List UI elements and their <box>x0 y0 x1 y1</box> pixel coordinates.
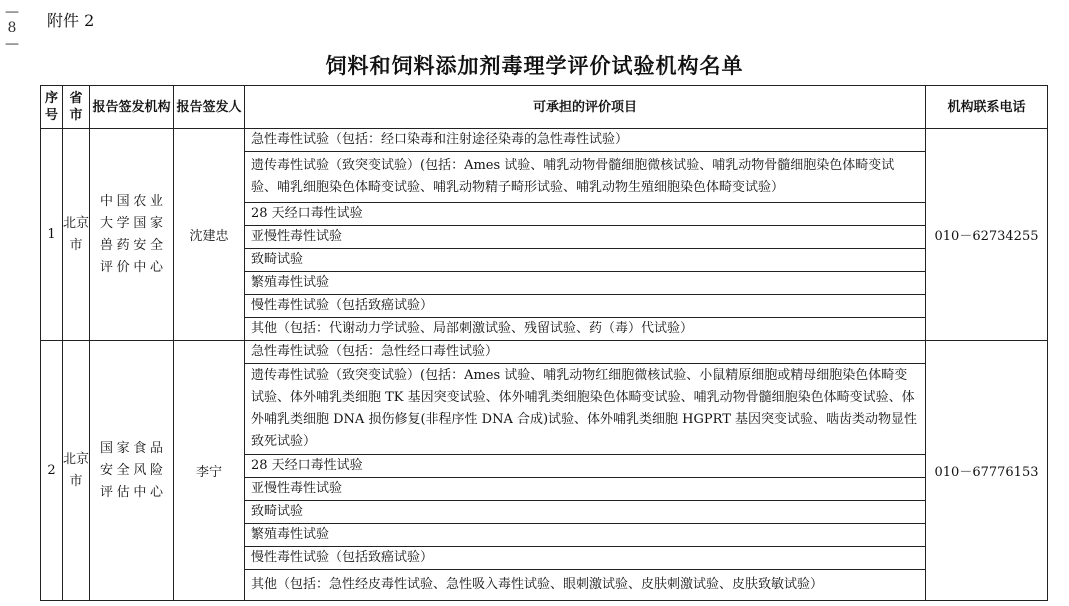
row-seq: 2 <box>41 341 63 601</box>
row-seq: 1 <box>41 129 63 341</box>
header-items: 可承担的评价项目 <box>245 86 926 129</box>
evaluation-item: 致畸试验 <box>245 501 926 524</box>
evaluation-item: 其他（包括：代谢动力学试验、局部刺激试验、残留试验、药（毒）代试验） <box>245 318 926 341</box>
evaluation-item: 亚慢性毒性试验 <box>245 226 926 249</box>
evaluation-item: 28 天经口毒性试验 <box>245 455 926 478</box>
evaluation-item: 其他（包括：急性经皮毒性试验、急性吸入毒性试验、眼刺激试验、皮肤刺激试验、皮肤致敏试验） <box>245 570 926 601</box>
evaluation-item: 慢性毒性试验（包括致癌试验） <box>245 295 926 318</box>
institution-table <box>40 85 1048 601</box>
evaluation-item: 致畸试验 <box>245 249 926 272</box>
table-row <box>41 129 1048 152</box>
evaluation-item: 繁殖毒性试验 <box>245 272 926 295</box>
row-signer: 李宁 <box>174 341 245 601</box>
margin-dash-bottom: — <box>5 36 19 52</box>
evaluation-item: 急性毒性试验（包括：经口染毒和注射途径染毒的急性毒性试验） <box>245 129 926 152</box>
page-number-mark <box>4 4 20 52</box>
evaluation-item: 遗传毒性试验（致突变试验）(包括：Ames 试验、哺乳动物红细胞微核试验、小鼠精原细胞或精母细胞染色体畸变试验、体外哺乳类细胞 TK 基因突变试验、体外哺乳类细胞染色体畸变试验、哺乳动物骨髓细胞染色体畸变试验、体外哺乳类细胞 DNA 损伤修复(非程序性 DNA 合成)试验、体外哺乳类细胞 HGPRT 基因突变试验、啮齿类动物显性致死试验） <box>245 364 926 455</box>
row-province: 北京市 <box>63 341 90 601</box>
evaluation-item: 慢性毒性试验（包括致癌试验） <box>245 547 926 570</box>
evaluation-item: 繁殖毒性试验 <box>245 524 926 547</box>
attachment-label: 附件 2 <box>47 11 95 30</box>
row-province: 北京市 <box>63 129 90 341</box>
header-seq: 序号 <box>41 86 63 129</box>
row-phone: 010－62734255 <box>926 129 1048 341</box>
margin-dash-top: — <box>5 4 19 20</box>
evaluation-item: 遗传毒性试验（致突变试验）(包括：Ames 试验、哺乳动物骨髓细胞微核试验、哺乳动物骨髓细胞染色体畸变试验、哺乳细胞染色体畸变试验、哺乳动物精子畸形试验、哺乳动物生殖细胞染色体畸变试验） <box>245 152 926 203</box>
table-header-row <box>41 86 1048 129</box>
evaluation-item: 亚慢性毒性试验 <box>245 478 926 501</box>
row-signer: 沈建忠 <box>174 129 245 341</box>
row-org: 国家食品安全风险评估中心 <box>90 341 174 601</box>
header-org: 报告签发机构 <box>90 86 174 129</box>
row-org: 中国农业大学国家兽药安全评价中心 <box>90 129 174 341</box>
table-row <box>41 341 1048 364</box>
evaluation-item: 28 天经口毒性试验 <box>245 203 926 226</box>
header-phone: 机构联系电话 <box>926 86 1048 129</box>
evaluation-item: 急性毒性试验（包括：急性经口毒性试验） <box>245 341 926 364</box>
header-signer: 报告签发人 <box>174 86 245 129</box>
page-title: 饲料和饲料添加剂毒理学评价试验机构名单 <box>325 53 744 78</box>
header-province: 省市 <box>63 86 90 129</box>
page-number: 8 <box>7 20 17 36</box>
row-phone: 010－67776153 <box>926 341 1048 601</box>
